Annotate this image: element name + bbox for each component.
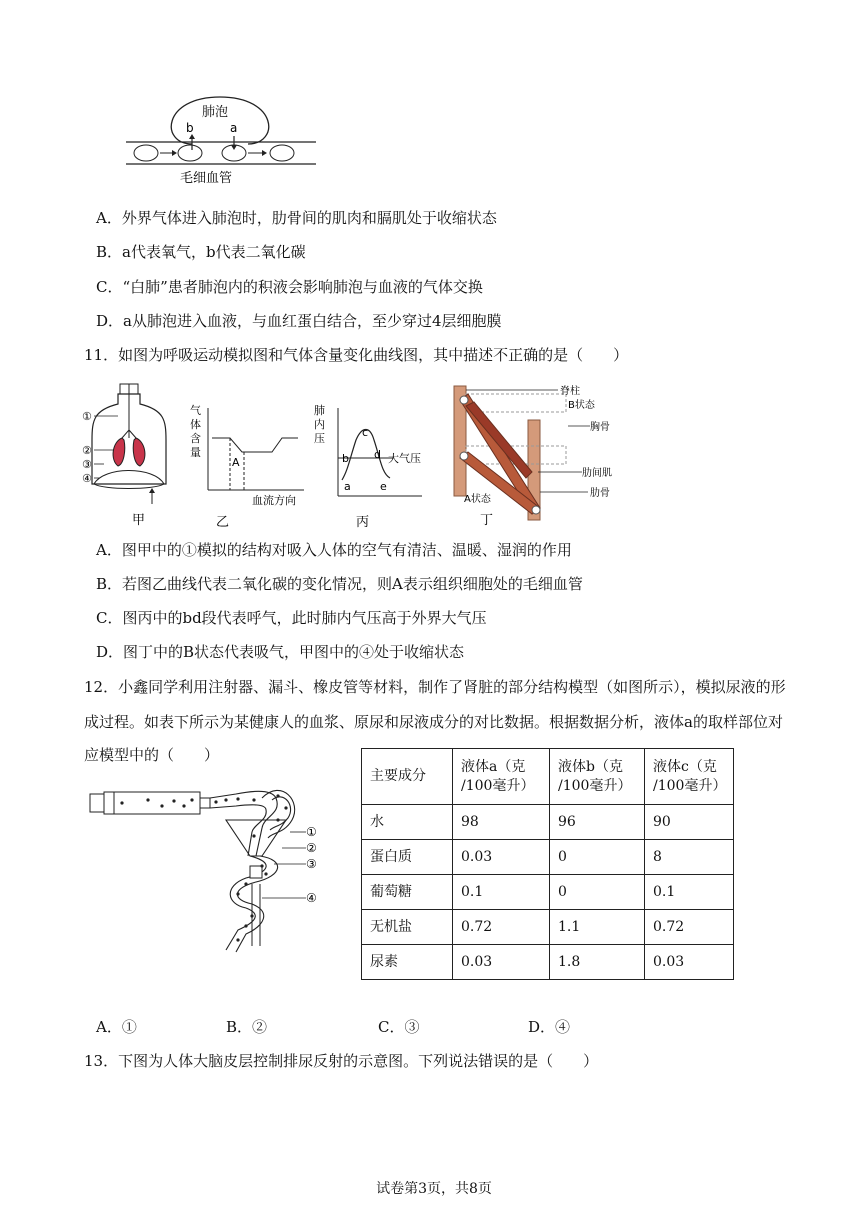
model-mark-3: ③: [306, 857, 317, 871]
table-cell: 8: [645, 840, 734, 875]
ding-label-b-state: B状态: [568, 400, 595, 411]
bing-point-c: c: [362, 426, 369, 439]
q12-stem-line1: 12．小鑫同学利用注射器、漏斗、橡皮管等材料，制作了肾脏的部分结构模型（如图所示），模拟尿液的形: [84, 678, 786, 696]
table-header-cell: 液体c（克 /100毫升）: [645, 749, 734, 805]
table-cell: 0.1: [453, 875, 550, 910]
ding-label-spine: 脊柱: [560, 386, 580, 397]
fig-jia-bell-jar: [74, 380, 184, 530]
table-header-cell: 液体a（克 /100毫升）: [453, 749, 550, 805]
composition-table: [361, 748, 734, 980]
model-mark-1: ①: [306, 825, 317, 839]
q12-option-a: A．①: [96, 1018, 137, 1036]
q11-option-b: B．若图乙曲线代表二氧化碳的变化情况，则A表示组织细胞处的毛细血管: [96, 575, 583, 593]
q10-option-a: A．外界气体进入肺泡时，肋骨间的肌肉和膈肌处于收缩状态: [96, 209, 497, 227]
q10-option-d: D．a从肺泡进入血液，与血红蛋白结合，至少穿过4层细胞膜: [96, 312, 502, 330]
label-a: a: [230, 121, 238, 135]
bing-ref-label: 大气压: [388, 452, 421, 465]
table-row: [362, 875, 734, 910]
table-row: [362, 840, 734, 875]
q11-option-d: D．图丁中的B状态代表吸气，甲图中的④处于收缩状态: [96, 643, 465, 661]
q10-option-b: B．a代表氧气，b代表二氧化碳: [96, 243, 306, 261]
table-cell: 0: [550, 875, 645, 910]
table-cell: 1.8: [550, 945, 645, 980]
table-cell: 0: [550, 840, 645, 875]
ding-label-rib: 肋骨: [590, 488, 610, 499]
table-cell: 90: [645, 805, 734, 840]
bing-caption: 丙: [356, 515, 370, 530]
table-row: [362, 805, 734, 840]
q13-stem: 13．下图为人体大脑皮层控制排尿反射的示意图。下列说法错误的是（ ）: [84, 1052, 599, 1070]
ding-label-a-state: A状态: [464, 494, 491, 505]
table-cell: 无机盐: [362, 910, 453, 945]
page-footer: 试卷第3页，共8页: [376, 1181, 492, 1197]
table-cell: 尿素: [362, 945, 453, 980]
ding-label-intercostal: 肋间肌: [582, 468, 612, 479]
ding-caption: 丁: [480, 513, 494, 528]
table-cell: 0.1: [645, 875, 734, 910]
model-mark-2: ②: [306, 841, 317, 855]
table-cell: 0.72: [645, 910, 734, 945]
jia-mark-4: ④: [82, 472, 92, 485]
table-row: [362, 945, 734, 980]
bing-ylabel-1: 肺: [314, 404, 325, 417]
label-b: b: [186, 121, 194, 135]
table-cell: 96: [550, 805, 645, 840]
table-cell: 1.1: [550, 910, 645, 945]
model-mark-4: ④: [306, 891, 317, 905]
capillary-label: 毛细血管: [180, 171, 233, 186]
fig-ding-ribcage: [448, 380, 628, 530]
table-header-row: [362, 749, 734, 805]
table-cell: 0.03: [453, 945, 550, 980]
bing-point-a: a: [344, 480, 351, 493]
jia-mark-1: ①: [82, 410, 92, 423]
yi-ylabel-4: 量: [190, 446, 201, 459]
alveolus-label: 肺泡: [202, 105, 229, 120]
q12-option-d: D．④: [528, 1018, 571, 1036]
yi-mark-a: A: [232, 456, 240, 469]
q11-option-a: A．图甲中的①模拟的结构对吸入人体的空气有清洁、温暖、湿润的作用: [96, 541, 572, 559]
table-cell: 98: [453, 805, 550, 840]
jia-caption: 甲: [132, 513, 146, 528]
table-cell: 0.72: [453, 910, 550, 945]
fig-yi-curve: [186, 400, 306, 530]
table-row: [362, 910, 734, 945]
q10-option-c: C．“白肺”患者肺泡内的积液会影响肺泡与血液的气体交换: [96, 278, 483, 296]
bing-ylabel-2: 内: [314, 418, 325, 431]
q11-stem: 11．如图为呼吸运动模拟图和气体含量变化曲线图，其中描述不正确的是（ ）: [84, 346, 629, 364]
alveolus-figure: [120, 92, 320, 192]
q12-stem-line2: 成过程。如表下所示为某健康人的血浆、原尿和尿液成分的对比数据。根据数据分析，液体a的取样部位对: [84, 713, 783, 731]
yi-ylabel-1: 气: [190, 404, 201, 417]
fig-bing-curve: [310, 400, 430, 530]
q11-option-c: C．图丙中的bd段代表呼气，此时肺内气压高于外界大气压: [96, 609, 487, 627]
jia-mark-2: ②: [82, 444, 92, 457]
bing-ylabel-3: 压: [314, 432, 325, 445]
bing-point-b: b: [342, 452, 349, 465]
jia-mark-3: ③: [82, 458, 92, 471]
table-cell: 0.03: [645, 945, 734, 980]
q12-option-c: C．③: [378, 1018, 420, 1036]
table-cell: 0.03: [453, 840, 550, 875]
yi-ylabel-3: 含: [190, 432, 201, 445]
table-header-cell: 液体b（克 /100毫升）: [550, 749, 645, 805]
table-cell: 蛋白质: [362, 840, 453, 875]
table-cell: 水: [362, 805, 453, 840]
q12-option-b: B．②: [226, 1018, 268, 1036]
table-header-cell: 主要成分: [362, 749, 453, 805]
bing-point-e: e: [380, 480, 387, 493]
bing-point-d: d: [374, 448, 381, 461]
yi-xlabel: 血流方向: [252, 494, 296, 507]
kidney-model-figure: [86, 776, 336, 956]
q12-stem-line3: 应模型中的（ ）: [84, 746, 220, 764]
yi-ylabel-2: 体: [190, 418, 201, 431]
table-cell: 葡萄糖: [362, 875, 453, 910]
ding-label-sternum: 胸骨: [590, 422, 610, 433]
yi-caption: 乙: [216, 515, 230, 530]
